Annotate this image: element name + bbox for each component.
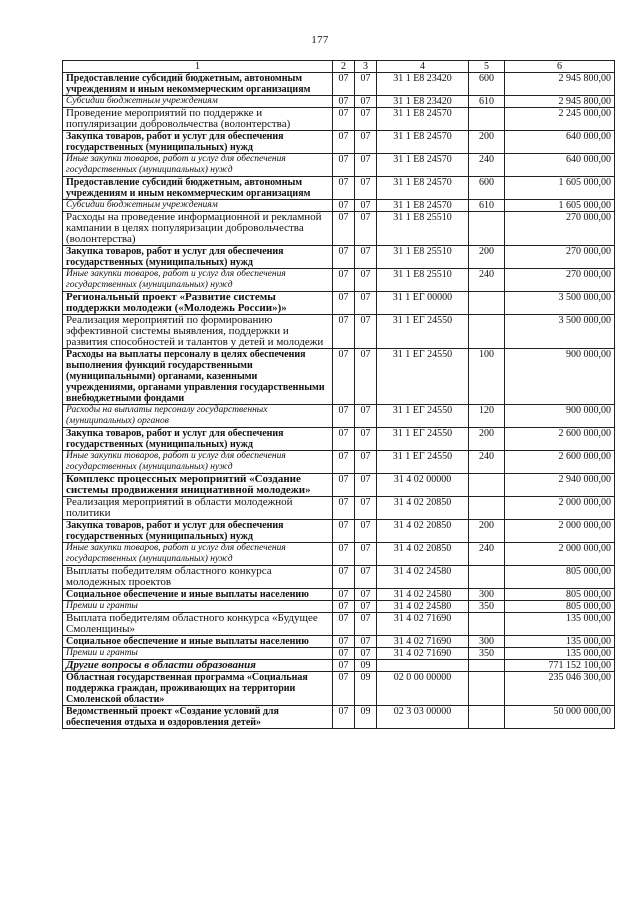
expense-type-code: 240 xyxy=(469,154,505,177)
target-article-code: 31 1 ЕГ 24550 xyxy=(377,451,469,474)
target-article-code: 31 1 ЕГ 24550 xyxy=(377,428,469,451)
section-code: 07 xyxy=(333,177,355,200)
target-article-code: 31 1 E8 23420 xyxy=(377,73,469,96)
expense-type-code xyxy=(469,212,505,246)
section-code: 07 xyxy=(333,154,355,177)
expense-type-code: 610 xyxy=(469,200,505,212)
expense-type-code xyxy=(469,292,505,315)
subsection-code: 09 xyxy=(355,672,377,706)
subsection-code: 07 xyxy=(355,613,377,636)
amount: 270 000,00 xyxy=(505,246,615,269)
table-row xyxy=(63,73,615,96)
amount: 3 500 000,00 xyxy=(505,292,615,315)
table-row xyxy=(63,200,615,212)
target-article-code: 31 1 ЕГ 00000 xyxy=(377,292,469,315)
table-row xyxy=(63,154,615,177)
subsection-code: 07 xyxy=(355,292,377,315)
amount: 270 000,00 xyxy=(505,269,615,292)
section-code: 07 xyxy=(333,601,355,613)
table-row xyxy=(63,636,615,648)
row-label: Предоставление субсидий бюджетным, автономным учреждениям и иным некоммерческим организациям xyxy=(63,73,333,96)
section-code: 07 xyxy=(333,292,355,315)
target-article-code: 31 1 E8 25510 xyxy=(377,246,469,269)
expense-type-code: 200 xyxy=(469,520,505,543)
expense-type-code: 200 xyxy=(469,246,505,269)
row-label: Областная государственная программа «Социальная поддержка граждан, проживающих на территории Смоленской области» xyxy=(63,672,333,706)
target-article-code: 31 1 E8 24570 xyxy=(377,108,469,131)
table-row xyxy=(63,269,615,292)
section-code: 07 xyxy=(333,672,355,706)
subsection-code: 07 xyxy=(355,474,377,497)
expense-type-code: 300 xyxy=(469,589,505,601)
target-article-code: 31 4 02 24580 xyxy=(377,589,469,601)
section-code: 07 xyxy=(333,497,355,520)
subsection-code: 07 xyxy=(355,177,377,200)
amount: 135 000,00 xyxy=(505,648,615,660)
target-article-code: 31 1 E8 24570 xyxy=(377,154,469,177)
amount: 805 000,00 xyxy=(505,566,615,589)
table-row xyxy=(63,613,615,636)
table-row xyxy=(63,108,615,131)
row-label: Субсидии бюджетным учреждениям xyxy=(63,200,333,212)
amount: 640 000,00 xyxy=(505,131,615,154)
section-code: 07 xyxy=(333,660,355,672)
section-code: 07 xyxy=(333,706,355,729)
target-article-code: 31 4 02 71690 xyxy=(377,648,469,660)
table-row xyxy=(63,428,615,451)
expense-type-code xyxy=(469,613,505,636)
table-header-row xyxy=(63,61,615,73)
expense-type-code: 200 xyxy=(469,131,505,154)
amount: 2 000 000,00 xyxy=(505,520,615,543)
row-label: Закупка товаров, работ и услуг для обеспечения государственных (муниципальных) нужд xyxy=(63,131,333,154)
section-code: 07 xyxy=(333,315,355,349)
section-code: 07 xyxy=(333,451,355,474)
subsection-code: 07 xyxy=(355,315,377,349)
table-row xyxy=(63,292,615,315)
table-row xyxy=(63,246,615,269)
amount: 2 000 000,00 xyxy=(505,543,615,566)
table-row xyxy=(63,648,615,660)
row-label: Закупка товаров, работ и услуг для обеспечения государственных (муниципальных) нужд xyxy=(63,428,333,451)
row-label: Расходы на проведение информационной и рекламной кампании в целях популяризации добровольчества (волонтерства) xyxy=(63,212,333,246)
expense-type-code: 300 xyxy=(469,636,505,648)
subsection-code: 09 xyxy=(355,706,377,729)
section-code: 07 xyxy=(333,613,355,636)
expense-type-code xyxy=(469,315,505,349)
subsection-code: 07 xyxy=(355,212,377,246)
subsection-code: 07 xyxy=(355,73,377,96)
section-code: 07 xyxy=(333,405,355,428)
section-code: 07 xyxy=(333,200,355,212)
amount: 1 605 000,00 xyxy=(505,200,615,212)
subsection-code: 07 xyxy=(355,349,377,405)
table-row xyxy=(63,706,615,729)
table-row xyxy=(63,212,615,246)
section-code: 07 xyxy=(333,428,355,451)
amount: 1 605 000,00 xyxy=(505,177,615,200)
table-row xyxy=(63,405,615,428)
target-article-code: 31 1 E8 25510 xyxy=(377,269,469,292)
amount: 3 500 000,00 xyxy=(505,315,615,349)
target-article-code: 31 1 E8 24570 xyxy=(377,131,469,154)
target-article-code: 31 1 E8 23420 xyxy=(377,96,469,108)
target-article-code: 31 4 02 20850 xyxy=(377,543,469,566)
expense-type-code: 100 xyxy=(469,349,505,405)
section-code: 07 xyxy=(333,108,355,131)
expense-type-code: 610 xyxy=(469,96,505,108)
section-code: 07 xyxy=(333,73,355,96)
target-article-code xyxy=(377,660,469,672)
subsection-code: 07 xyxy=(355,636,377,648)
row-label: Закупка товаров, работ и услуг для обеспечения государственных (муниципальных) нужд xyxy=(63,520,333,543)
subsection-code: 07 xyxy=(355,648,377,660)
target-article-code: 02 0 00 00000 xyxy=(377,672,469,706)
target-article-code: 31 4 02 24580 xyxy=(377,566,469,589)
target-article-code: 31 1 E8 25510 xyxy=(377,212,469,246)
subsection-code: 07 xyxy=(355,451,377,474)
row-label: Субсидии бюджетным учреждениям xyxy=(63,96,333,108)
target-article-code: 31 1 E8 24570 xyxy=(377,177,469,200)
amount: 2 940 000,00 xyxy=(505,474,615,497)
amount: 2 600 000,00 xyxy=(505,428,615,451)
table-row xyxy=(63,566,615,589)
section-code: 07 xyxy=(333,520,355,543)
section-code: 07 xyxy=(333,349,355,405)
section-code: 07 xyxy=(333,269,355,292)
section-code: 07 xyxy=(333,246,355,269)
section-code: 07 xyxy=(333,96,355,108)
expense-type-code xyxy=(469,497,505,520)
section-code: 07 xyxy=(333,566,355,589)
target-article-code: 31 1 ЕГ 24550 xyxy=(377,405,469,428)
subsection-code: 07 xyxy=(355,543,377,566)
row-label: Иные закупки товаров, работ и услуг для обеспечения государственных (муниципальных) нужд xyxy=(63,269,333,292)
row-label: Закупка товаров, работ и услуг для обеспечения государственных (муниципальных) нужд xyxy=(63,246,333,269)
section-code: 07 xyxy=(333,648,355,660)
target-article-code: 31 1 ЕГ 24550 xyxy=(377,315,469,349)
expense-type-code: 600 xyxy=(469,73,505,96)
row-label: Премии и гранты xyxy=(63,601,333,613)
amount: 2 600 000,00 xyxy=(505,451,615,474)
subsection-code: 07 xyxy=(355,589,377,601)
amount: 2 945 800,00 xyxy=(505,96,615,108)
target-article-code: 31 4 02 24580 xyxy=(377,601,469,613)
amount: 640 000,00 xyxy=(505,154,615,177)
section-code: 07 xyxy=(333,212,355,246)
subsection-code: 07 xyxy=(355,154,377,177)
row-label: Расходы на выплаты персоналу в целях обеспечения выполнения функций государственными (муниципальными) органами, казенными учреждениями, органами управления государственными внебюджетными фондами xyxy=(63,349,333,405)
amount: 2 245 000,00 xyxy=(505,108,615,131)
amount: 235 046 300,00 xyxy=(505,672,615,706)
section-code: 07 xyxy=(333,636,355,648)
section-code: 07 xyxy=(333,474,355,497)
expense-type-code: 240 xyxy=(469,543,505,566)
column-header: 4 xyxy=(377,61,469,73)
amount: 900 000,00 xyxy=(505,349,615,405)
subsection-code: 07 xyxy=(355,246,377,269)
amount: 135 000,00 xyxy=(505,613,615,636)
subsection-code: 07 xyxy=(355,200,377,212)
target-article-code: 31 4 02 20850 xyxy=(377,497,469,520)
page-number: 177 xyxy=(311,34,329,46)
subsection-code: 07 xyxy=(355,497,377,520)
target-article-code: 31 4 02 00000 xyxy=(377,474,469,497)
row-label: Предоставление субсидий бюджетным, автономным учреждениям и иным некоммерческим организациям xyxy=(63,177,333,200)
table-row xyxy=(63,543,615,566)
subsection-code: 07 xyxy=(355,269,377,292)
expense-type-code xyxy=(469,474,505,497)
expense-type-code xyxy=(469,706,505,729)
expense-type-code xyxy=(469,566,505,589)
subsection-code: 07 xyxy=(355,108,377,131)
expense-type-code xyxy=(469,108,505,131)
table-row xyxy=(63,520,615,543)
target-article-code: 31 4 02 20850 xyxy=(377,520,469,543)
column-header: 3 xyxy=(355,61,377,73)
expense-type-code: 350 xyxy=(469,648,505,660)
column-header: 1 xyxy=(63,61,333,73)
expense-type-code xyxy=(469,672,505,706)
table-row xyxy=(63,315,615,349)
subsection-code: 09 xyxy=(355,660,377,672)
subsection-code: 07 xyxy=(355,428,377,451)
row-label: Расходы на выплаты персоналу государственных (муниципальных) органов xyxy=(63,405,333,428)
table-row xyxy=(63,96,615,108)
amount: 270 000,00 xyxy=(505,212,615,246)
table-row xyxy=(63,601,615,613)
row-label: Реализация мероприятий по формированию эффективной системы выявления, поддержки и развития способностей и талантов у детей и молодежи xyxy=(63,315,333,349)
section-code: 07 xyxy=(333,543,355,566)
row-label: Другие вопросы в области образования xyxy=(63,660,333,672)
table-row xyxy=(63,131,615,154)
table-row xyxy=(63,177,615,200)
row-label: Ведомственный проект «Создание условий для обеспечения отдыха и оздоровления детей» xyxy=(63,706,333,729)
row-label: Региональный проект «Развитие системы поддержки молодежи («Молодежь России»)» xyxy=(63,292,333,315)
row-label: Премии и гранты xyxy=(63,648,333,660)
expense-type-code: 600 xyxy=(469,177,505,200)
amount: 805 000,00 xyxy=(505,589,615,601)
table-row xyxy=(63,497,615,520)
subsection-code: 07 xyxy=(355,96,377,108)
amount: 135 000,00 xyxy=(505,636,615,648)
table-row xyxy=(63,474,615,497)
row-label: Выплата победителям областного конкурса «Будущее Смоленщины» xyxy=(63,613,333,636)
table-row xyxy=(63,660,615,672)
row-label: Иные закупки товаров, работ и услуг для обеспечения государственных (муниципальных) нужд xyxy=(63,154,333,177)
amount: 2 000 000,00 xyxy=(505,497,615,520)
column-header: 2 xyxy=(333,61,355,73)
column-header: 6 xyxy=(505,61,615,73)
row-label: Комплекс процессных мероприятий «Создание системы продвижения инициативной молодежи» xyxy=(63,474,333,497)
row-label: Социальное обеспечение и иные выплаты населению xyxy=(63,589,333,601)
expense-type-code: 240 xyxy=(469,269,505,292)
amount: 805 000,00 xyxy=(505,601,615,613)
row-label: Социальное обеспечение и иные выплаты населению xyxy=(63,636,333,648)
row-label: Проведение мероприятий по поддержке и популяризации добровольчества (волонтерства) xyxy=(63,108,333,131)
amount: 2 945 800,00 xyxy=(505,73,615,96)
subsection-code: 07 xyxy=(355,405,377,428)
expense-type-code xyxy=(469,660,505,672)
expense-type-code: 200 xyxy=(469,428,505,451)
target-article-code: 31 1 E8 24570 xyxy=(377,200,469,212)
column-header: 5 xyxy=(469,61,505,73)
expense-type-code: 350 xyxy=(469,601,505,613)
subsection-code: 07 xyxy=(355,520,377,543)
amount: 900 000,00 xyxy=(505,405,615,428)
subsection-code: 07 xyxy=(355,566,377,589)
amount: 771 152 100,00 xyxy=(505,660,615,672)
target-article-code: 31 4 02 71690 xyxy=(377,636,469,648)
target-article-code: 02 3 03 00000 xyxy=(377,706,469,729)
row-label: Иные закупки товаров, работ и услуг для обеспечения государственных (муниципальных) нужд xyxy=(63,543,333,566)
expense-type-code: 120 xyxy=(469,405,505,428)
section-code: 07 xyxy=(333,131,355,154)
table-row xyxy=(63,451,615,474)
subsection-code: 07 xyxy=(355,131,377,154)
amount: 50 000 000,00 xyxy=(505,706,615,729)
target-article-code: 31 4 02 71690 xyxy=(377,613,469,636)
table-row xyxy=(63,589,615,601)
row-label: Реализация мероприятий в области молодежной политики xyxy=(63,497,333,520)
table-row xyxy=(63,672,615,706)
subsection-code: 07 xyxy=(355,601,377,613)
row-label: Выплаты победителям областного конкурса молодежных проектов xyxy=(63,566,333,589)
table-row xyxy=(63,349,615,405)
row-label: Иные закупки товаров, работ и услуг для обеспечения государственных (муниципальных) нужд xyxy=(63,451,333,474)
budget-table xyxy=(62,60,615,729)
expense-type-code: 240 xyxy=(469,451,505,474)
section-code: 07 xyxy=(333,589,355,601)
target-article-code: 31 1 ЕГ 24550 xyxy=(377,349,469,405)
